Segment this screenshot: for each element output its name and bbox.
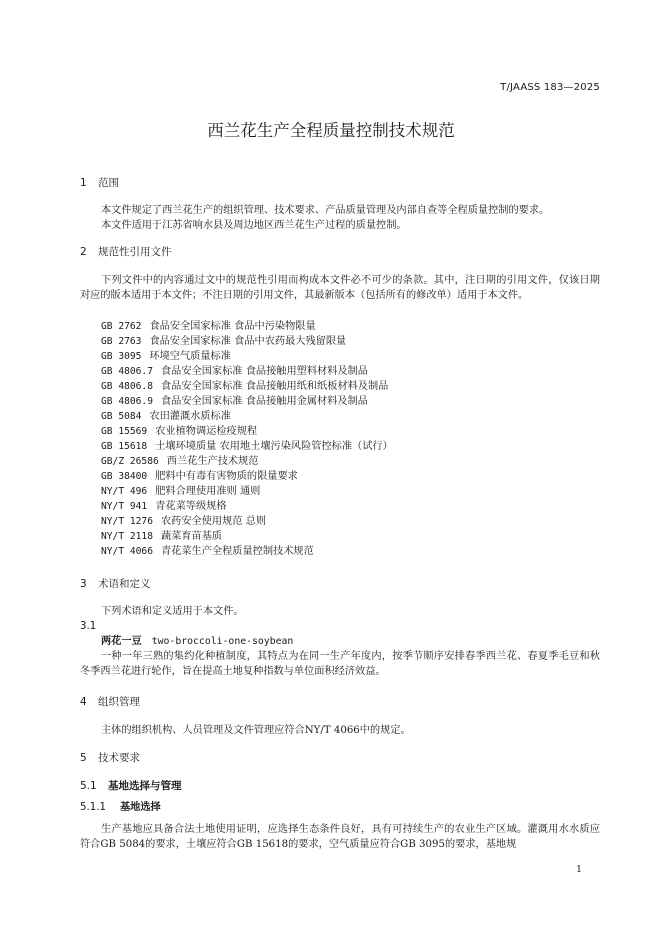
document-title: 西兰花生产全程质量控制技术规范 [207,121,455,140]
section-1-para-2: 本文件适用于江苏省响水县及周边地区西兰花生产过程的质量控制。 [101,220,407,231]
section-4-para: 主体的组织机构、人员管理及文件管理应符合NY/T 4066中的规定。 [101,725,411,736]
reference-item [101,334,601,349]
reference-name: 农田灌溉水质标准 [149,411,231,422]
section-title: 范围 [98,177,119,189]
subsection-title: 基地选择与管理 [108,780,182,792]
reference-item [101,529,601,544]
page-number: 1 [575,864,582,875]
reference-item [101,409,601,424]
reference-item [101,424,601,439]
section-title: 技术要求 [98,752,140,764]
reference-item [101,454,601,469]
reference-code: GB/Z 26586 [101,456,159,467]
subsection-5-1-1-heading [80,800,161,815]
subsection-5-1-heading [80,779,182,794]
reference-code: GB 4806.8 [101,381,153,392]
term-chinese: 两花一豆 [101,636,142,647]
reference-code: NY/T 2118 [101,531,153,542]
term-definition: 一种一年三熟的集约化种植制度，其特点为在同一生产年度内，按季节顺序安排春季西兰花、春夏季毛豆和秋冬季西兰花进行轮作，旨在提高土地复种指数与单位面积经济效益。 [80,651,600,677]
normative-reference-list [101,319,601,559]
reference-name: 肥料合理使用准则 通则 [155,486,261,497]
reference-code: NY/T 4066 [101,546,153,557]
section-number: 1 [80,177,87,189]
reference-item [101,439,601,454]
subsection-number: 5.1.1 [80,802,106,813]
reference-name: 食品安全国家标准 食品中农药最大残留限量 [149,336,347,347]
reference-code: GB 2763 [101,336,142,347]
section-5-heading [80,751,140,766]
reference-code: GB 38400 [101,471,148,482]
reference-name: 环境空气质量标准 [149,351,231,362]
reference-code: GB 3095 [101,351,142,362]
reference-item [101,319,601,334]
reference-code: NY/T 941 [101,501,148,512]
reference-name: 青花菜生产全程质量控制技术规范 [160,546,314,557]
reference-name: 肥料中有毒有害物质的限量要求 [155,471,298,482]
subsection-title: 基地选择 [120,802,161,813]
reference-code: GB 15569 [101,426,148,437]
section-number: 2 [80,246,87,258]
reference-code: GB 4806.7 [101,366,153,377]
section-4-heading [80,695,140,710]
reference-name: 农业植物调运检疫规程 [155,426,258,437]
reference-name: 蔬菜育苗基质 [160,531,223,542]
reference-code: GB 5084 [101,411,142,422]
section-1-heading [80,176,119,191]
reference-item [101,394,601,409]
section-title: 规范性引用文件 [98,246,172,258]
section-title: 组织管理 [98,696,140,708]
reference-name: 食品安全国家标准 食品接触用金属材料及制品 [160,396,368,407]
reference-name: 西兰花生产技术规范 [166,456,259,467]
standard-code: T/JAASS 183—2025 [500,82,600,93]
section-number: 3 [80,578,87,590]
term-entry [101,634,293,649]
reference-code: GB 2762 [101,321,142,332]
subsection-5-1-1-para: 生产基地应具备合法土地使用证明，应选择生态条件良好，具有可持续生产的农业生产区域。灌溉用水水质应符合GB 5084的要求，土壤应符合GB 15618的要求，空气质量应符合GB 3095的要求，基地规 [80,824,600,850]
section-number: 5 [80,752,87,764]
section-3-intro: 下列术语和定义适用于本文件。 [101,606,244,617]
reference-code: NY/T 1276 [101,516,153,527]
reference-name: 土壤环境质量 农用地土壤污染风险管控标准（试行） [155,441,393,452]
reference-item [101,484,601,499]
term-number: 3.1 [80,621,97,632]
section-2-intro: 下列文件中的内容通过文中的规范性引用而构成本文件必不可少的条款。其中，注日期的引用文件，仅该日期对应的版本适用于本文件；不注日期的引用文件，其最新版本（包括所有的修改单）适用于本文件。 [80,275,600,301]
reference-name: 青花菜等级规格 [155,501,227,512]
term-english: two-broccoli-one-soybean [151,636,294,647]
reference-code: GB 15618 [101,441,148,452]
section-2-heading [80,245,172,260]
reference-name: 食品安全国家标准 食品接触用塑料材料及制品 [160,366,368,377]
subsection-number: 5.1 [80,780,97,792]
section-1-para-1: 本文件规定了西兰花生产的组织管理、技术要求、产品质量管理及内部自查等全程质量控制的要求。 [101,205,550,216]
section-number: 4 [80,696,87,708]
reference-item [101,544,601,559]
reference-item [101,469,601,484]
reference-item [101,514,601,529]
reference-item [101,379,601,394]
reference-name: 食品安全国家标准 食品接触用纸和纸板材料及制品 [160,381,389,392]
reference-code: NY/T 496 [101,486,148,497]
reference-name: 食品安全国家标准 食品中污染物限量 [149,321,316,332]
reference-item [101,364,601,379]
section-3-heading [80,577,151,592]
section-title: 术语和定义 [98,578,151,590]
reference-name: 农药安全使用规范 总则 [160,516,267,527]
reference-code: GB 4806.9 [101,396,153,407]
reference-item [101,349,601,364]
reference-item [101,499,601,514]
